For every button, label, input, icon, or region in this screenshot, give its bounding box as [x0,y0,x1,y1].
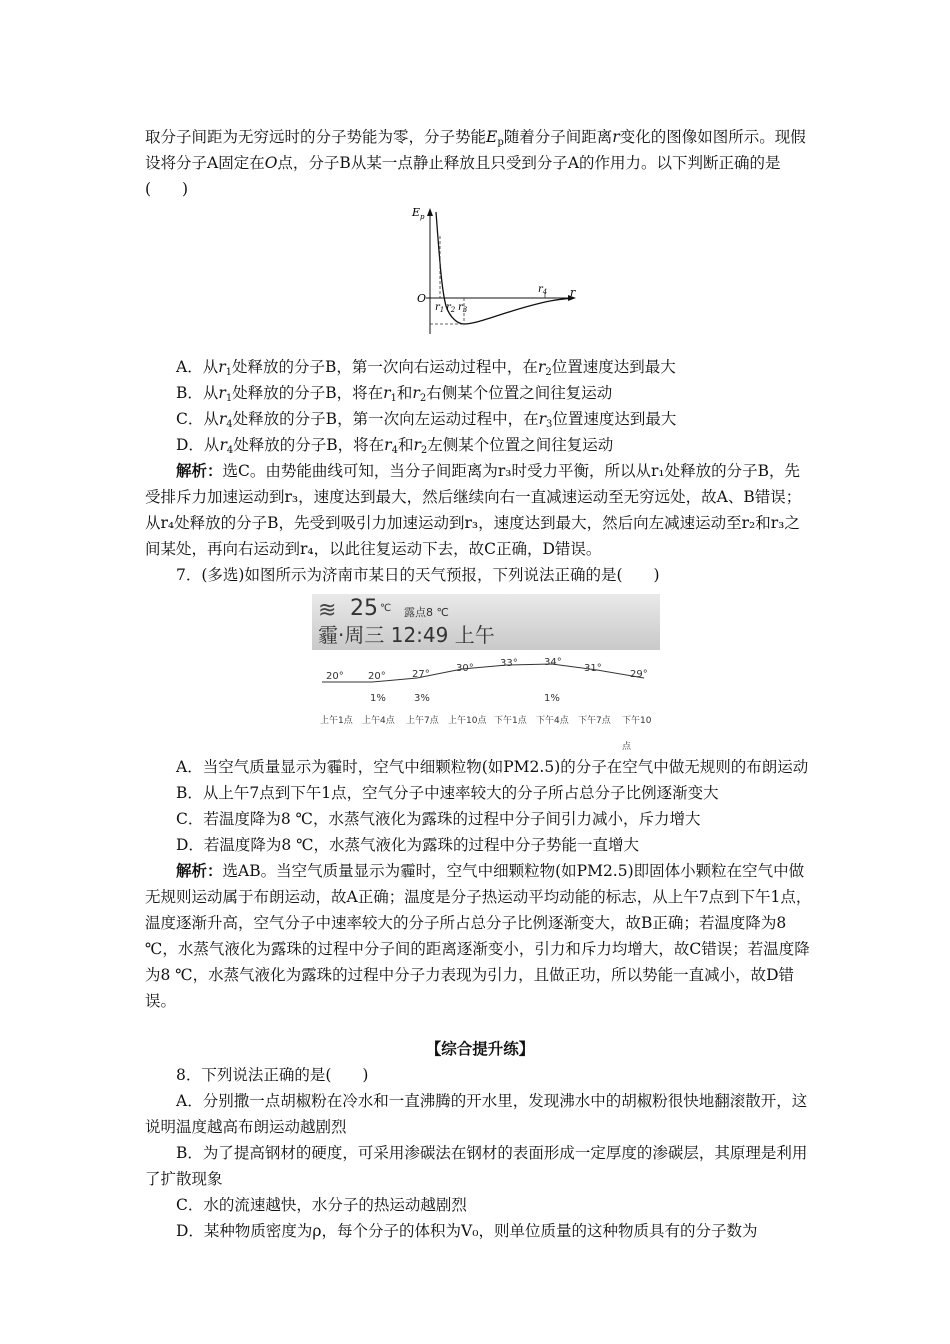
rain-1: 3% [414,693,430,704]
q6-stem: 取分子间距为无穷远时的分子势能为零，分子势能$E_p$随着分子间距离r变化的图像如图所示。现假设将分子A固定在O点，分子B从某一点静止释放且只受到分子A的作用力。以下判断正确的是( ) [145,128,806,198]
graph-r1: $r_1$ [435,302,445,314]
time-6: 下午7点 [578,716,611,726]
q8-option-a: A．分别撒一点胡椒粉在冷水和一直沸腾的开水里，发现沸水中的胡椒粉很快地翻滚散开，这说明温度越高布朗运动越剧烈 [145,1092,808,1136]
temp-7: 29° [630,669,648,680]
graph-r3: $r_3$ [458,302,468,314]
section-heading: 【综合提升练】 [425,1039,535,1058]
temp-6: 31° [584,663,602,674]
time-5: 下午4点 [536,716,569,726]
time-1: 上午4点 [362,716,395,726]
graph-x-label: r [570,286,576,299]
time-3: 上午10点 [448,716,487,726]
weather-line2: 霾·周三 12:49 上午 [318,623,495,647]
q8-option-b: B．为了提高钢材的硬度，可采用渗碳法在钢材的表面形成一定厚度的渗碳层，其原理是利用了扩散现象 [145,1144,808,1188]
q7-option-d: D．若温度降为8 ℃，水蒸气液化为露珠的过程中分子势能一直增大 [176,836,640,854]
rain-2: 1% [544,693,560,704]
haze-icon: ≋ [318,598,337,623]
temp-3: 30° [456,663,474,674]
rain-0: 1% [370,693,386,704]
graph-r2: $r_2$ [446,302,456,314]
q6-option-c: C．从$r_4$处释放的分子B，第一次向左运动过程中，在$r_3$位置速度达到最大 [176,410,677,430]
document-page [145,0,815,1244]
temp-1: 20° [368,671,386,682]
q6-option-b: B．从$r_1$处释放的分子B，将在$r_1$和$r_2$右侧某个位置之间往复运动 [176,384,613,404]
time-2: 上午7点 [406,716,439,726]
q6-option-a: A．从$r_1$处释放的分子B，第一次向右运动过程中，在$r_2$位置速度达到最大 [176,358,676,378]
temp-4: 33° [500,658,518,669]
analysis-label: 解析： [176,461,223,480]
weather-forecast-image [312,594,660,752]
q7-option-c: C．若温度降为8 ℃，水蒸气液化为露珠的过程中分子间引力减小，斥力增大 [176,810,701,828]
temp-5: 34° [544,657,562,668]
q8-option-d: D．某种物质密度为ρ，每个分子的体积为V₀，则单位质量的这种物质具有的分子数为 [176,1222,758,1240]
temp-2: 27° [412,669,430,680]
q7-option-a: A．当空气质量显示为霾时，空气中细颗粒物(如PM2.5)的分子在空气中做无规则的布朗运动 [176,758,809,776]
graph-origin-label: O [417,292,427,305]
q8-stem: 8．下列说法正确的是( ) [176,1066,369,1084]
temp-0: 20° [326,671,344,682]
q7-option-b: B．从上午7点到下午1点，空气分子中速率较大的分子所占总分子比例逐渐变大 [176,784,719,802]
potential-energy-graph [400,206,580,346]
q7-stem: 7．(多选)如图所示为济南市某日的天气预报，下列说法正确的是( ) [176,566,660,584]
q7-analysis: 解析：选AB。当空气质量显示为霾时，空气中细颗粒物(如PM2.5)即固体小颗粒在空气中做无规则运动属于布朗运动，故A正确；温度是分子热运动平均动能的标志，从上午7点到下午1点，温度逐渐升高，空气分子中速率较大的分子所占总分子比例逐渐变大，故B正确；若温度降为8 ℃，水蒸气液化为露珠的过程中分子间的距离逐渐变小，引力和斥力均增大，故C错误；若温度降为8 ℃，水蒸气液化为露珠的过程中分子力表现为引力，且做正功，所以势能一直减小，故D错误。 [145,861,812,1010]
time-0: 上午1点 [320,716,353,726]
q6-analysis: 解析：选C。由势能曲线可知，当分子间距离为r₃时受力平衡，所以从r₁处释放的分子B，先受排斥力加速运动到r₃，速度达到最大，然后继续向右一直减速运动至无穷远处，故A、B错误；从r₄处释放的分子B，先受到吸引力加速运动到r₃，速度达到最大，然后向左减速运动至r₂和r₃之间某处，再向右运动到r₄，以此往复运动下去，故C正确，D错误。 [145,461,802,558]
graph-r4: $r_4$ [538,284,548,296]
q8-option-c: C．水的流速越快，水分子的热运动越剧烈 [176,1196,467,1214]
time-4: 下午1点 [494,716,527,726]
q6-option-d: D．从$r_4$处释放的分子B，将在$r_4$和$r_2$左侧某个位置之间往复运动 [176,436,614,456]
temperature-curve [312,594,660,724]
time-7: 下午10点 [622,716,652,752]
dew-point: 露点8 ℃ [404,606,449,619]
temp-unit: ℃ [380,603,392,614]
graph-y-label: $E_p$ [412,206,425,221]
analysis-label: 解析： [176,861,223,880]
current-temp: 25 [350,596,378,621]
